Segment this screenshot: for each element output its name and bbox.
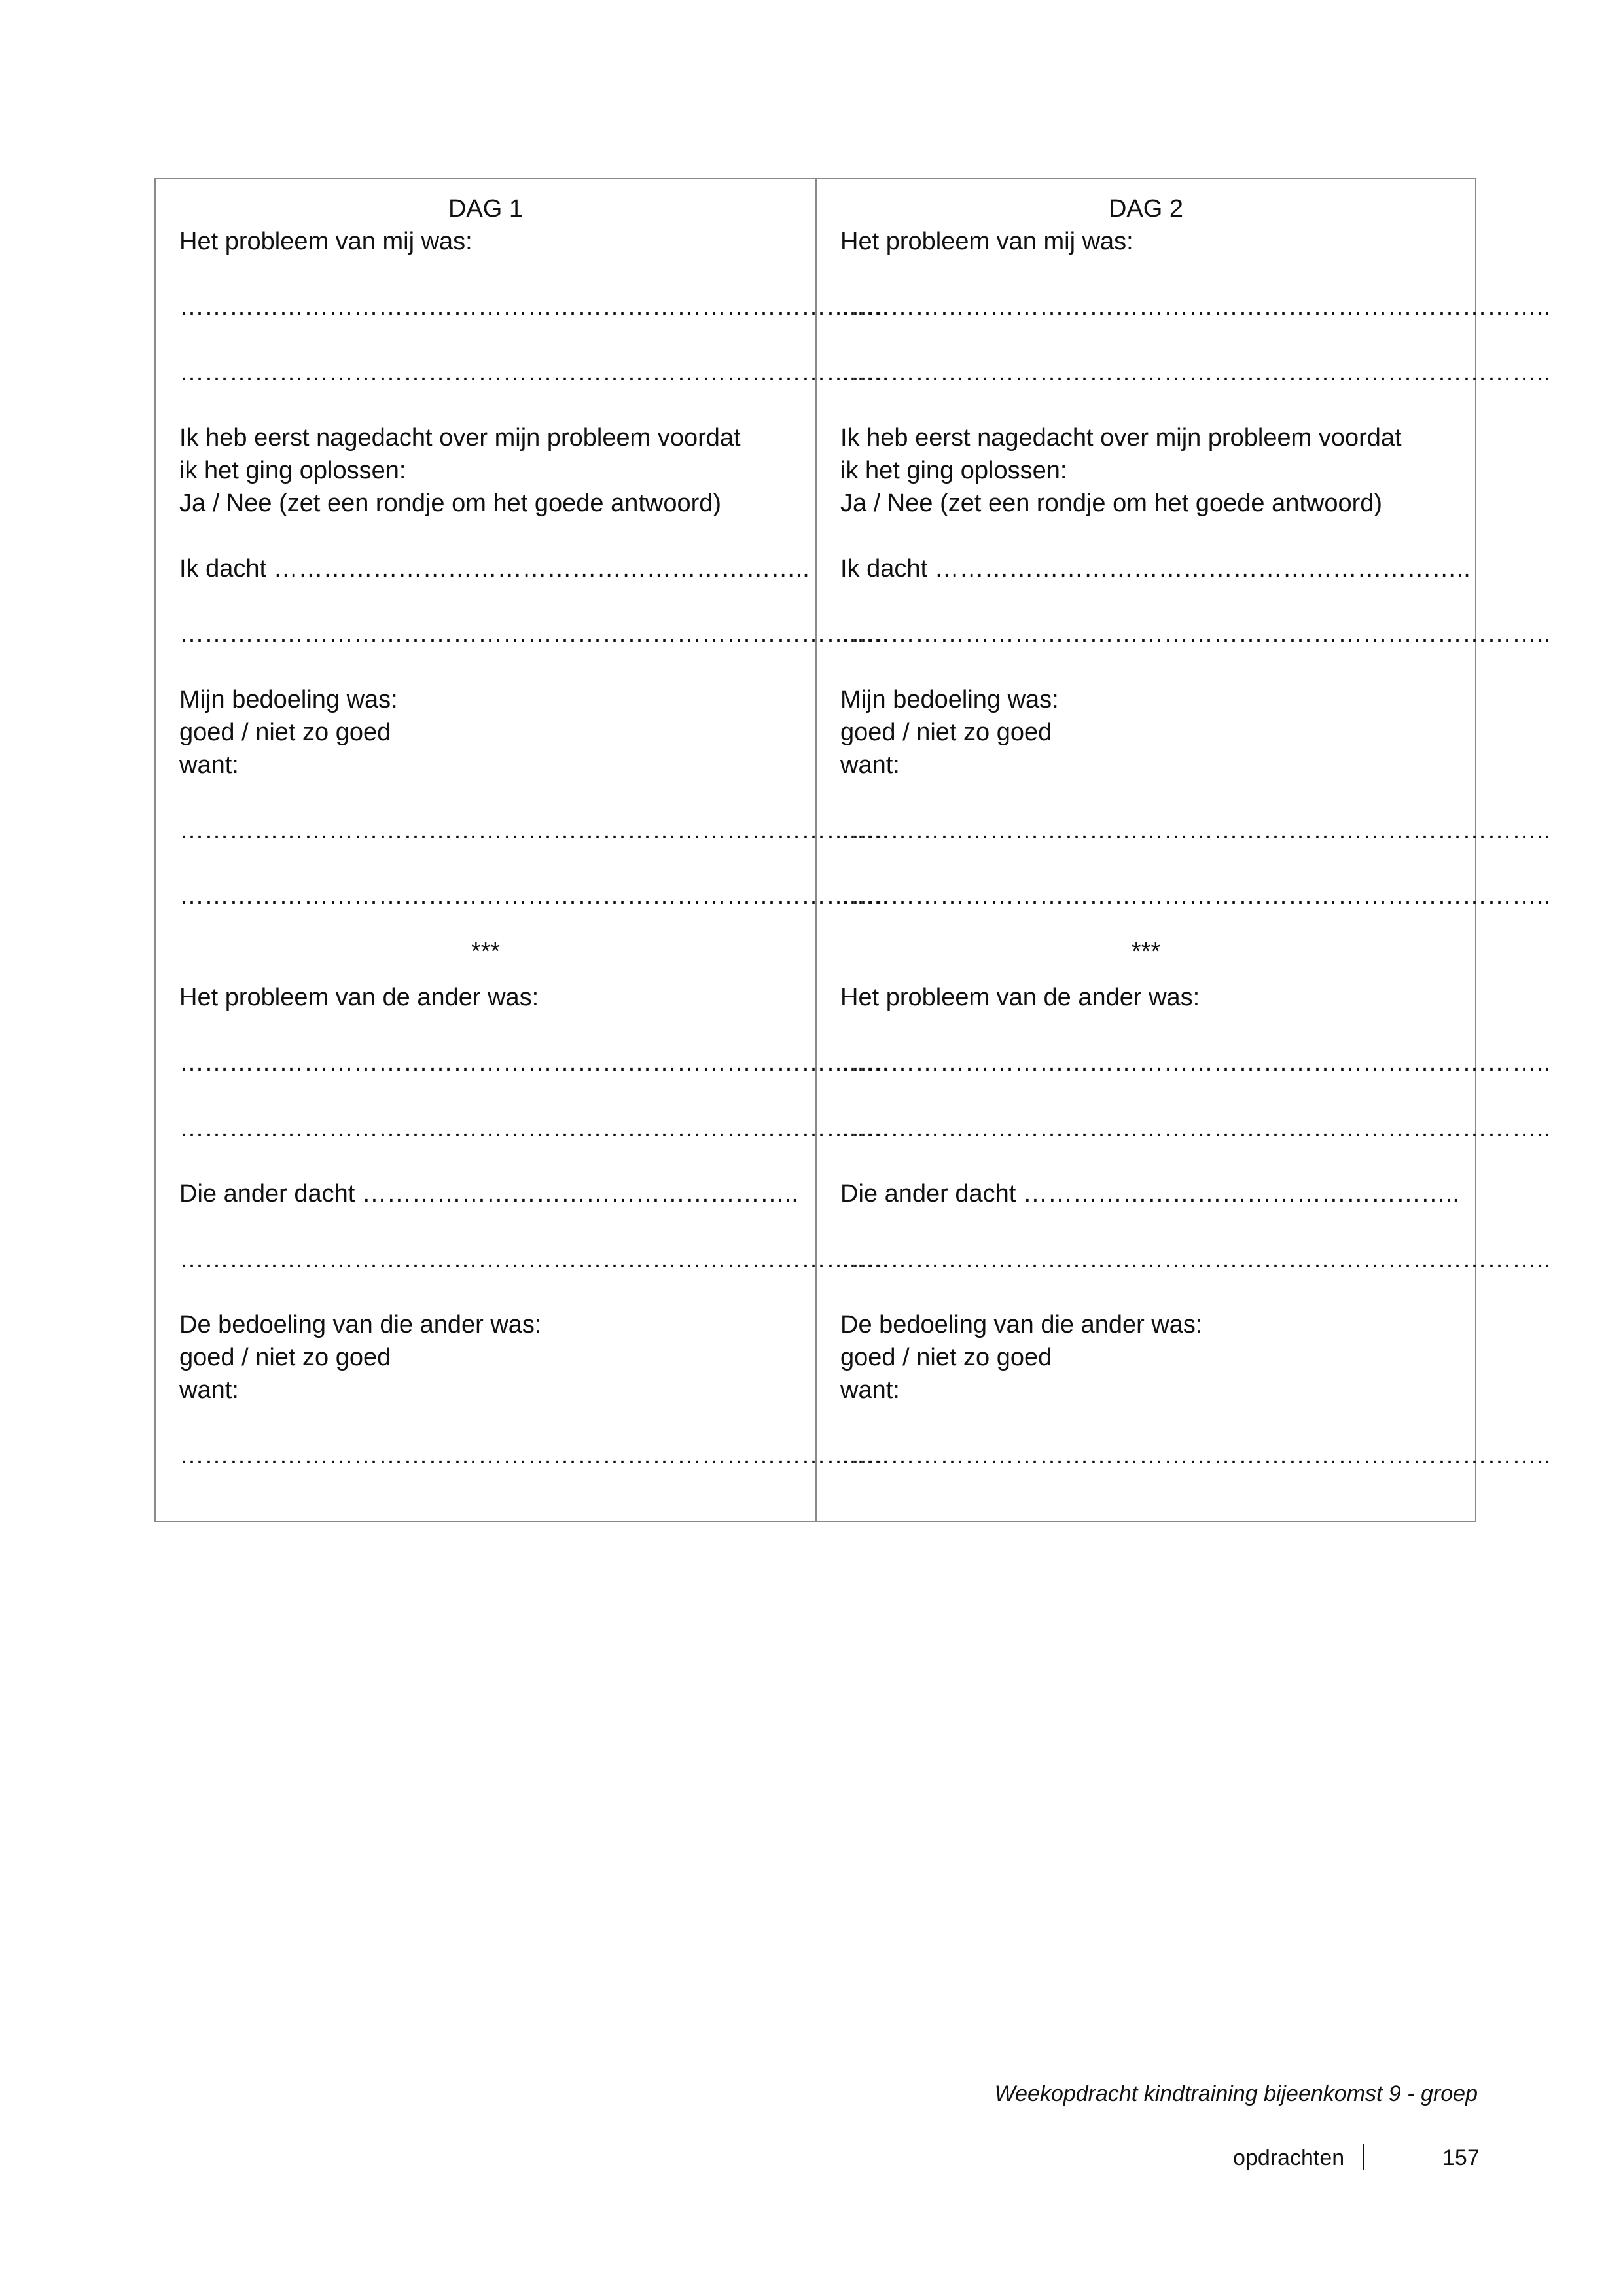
my-intention-label: Mijn bedoeling was: xyxy=(179,686,398,713)
answer-line[interactable]: ………………………………………………………………………….. xyxy=(179,817,890,844)
thought-first-question: Ik heb eerst nagedacht over mijn probleem voordat xyxy=(840,424,1402,452)
my-intention-label: Mijn bedoeling was: xyxy=(840,686,1059,713)
answer-line[interactable]: ………………………………………………………………………….. xyxy=(179,1115,890,1142)
answer-line[interactable]: ………………………………………………………………………….. xyxy=(840,1049,1551,1077)
answer-line[interactable]: ………………………………………………………………………….. xyxy=(840,882,1551,910)
answer-line[interactable]: ………………………………………………………………………….. xyxy=(840,1442,1551,1469)
answer-line[interactable]: ………………………………………………………………………….. xyxy=(179,293,890,321)
good-not-good-choice[interactable]: goed / niet zo goed xyxy=(179,719,391,746)
because-label: want: xyxy=(179,751,239,779)
section-separator: *** xyxy=(471,938,501,965)
thought-first-question-cont: ik het ging oplossen: xyxy=(840,457,1067,484)
answer-line[interactable]: ………………………………………………………………………….. xyxy=(179,882,890,910)
yes-no-choice[interactable]: Ja / Nee (zet een rondje om het goede antwoord) xyxy=(179,490,722,517)
thought-first-question-cont: ik het ging oplossen: xyxy=(179,457,406,484)
because-label: want: xyxy=(179,1376,239,1404)
yes-no-choice[interactable]: Ja / Nee (zet een rondje om het goede antwoord) xyxy=(840,490,1383,517)
other-intention-label: De bedoeling van die ander was: xyxy=(179,1311,542,1338)
good-not-good-choice[interactable]: goed / niet zo goed xyxy=(179,1344,391,1371)
answer-line[interactable]: ………………………………………………………………………….. xyxy=(840,359,1551,386)
good-not-good-choice[interactable]: goed / niet zo goed xyxy=(840,719,1052,746)
because-label: want: xyxy=(840,751,900,779)
thought-first-question: Ik heb eerst nagedacht over mijn probleem voordat xyxy=(179,424,741,452)
problem-other-label: Het probleem van de ander was: xyxy=(840,984,1200,1011)
because-label: want: xyxy=(840,1376,900,1404)
answer-line[interactable]: ………………………………………………………………………….. xyxy=(840,817,1551,844)
footer-separator xyxy=(1363,2144,1364,2170)
footer-section: opdrachten xyxy=(1233,2145,1345,2170)
problem-mine-label: Het probleem van mij was: xyxy=(179,228,473,255)
answer-line[interactable]: ………………………………………………………………………….. xyxy=(179,620,890,648)
worksheet-table xyxy=(154,178,1551,1522)
problem-mine-label: Het probleem van mij was: xyxy=(840,228,1133,255)
answer-line[interactable]: ………………………………………………………………………….. xyxy=(840,620,1551,648)
answer-line[interactable]: ………………………………………………………………………….. xyxy=(840,293,1551,321)
other-thought-line[interactable]: Die ander dacht …………………………………………….. xyxy=(840,1180,1459,1208)
answer-line[interactable]: ………………………………………………………………………….. xyxy=(179,359,890,386)
other-intention-label: De bedoeling van die ander was: xyxy=(840,1311,1203,1338)
answer-line[interactable]: ………………………………………………………………………….. xyxy=(840,1115,1551,1142)
answer-line[interactable]: ………………………………………………………………………….. xyxy=(840,1246,1551,1273)
section-separator: *** xyxy=(1131,938,1161,965)
other-thought-line[interactable]: Die ander dacht …………………………………………….. xyxy=(179,1180,798,1208)
problem-other-label: Het probleem van de ander was: xyxy=(179,984,539,1011)
day-heading: DAG 1 xyxy=(448,195,524,223)
i-thought-line[interactable]: Ik dacht ……………………………………………………….. xyxy=(840,555,1471,583)
footer-title: Weekopdracht kindtraining bijeenkomst 9 - groep xyxy=(994,2081,1478,2106)
day-1-column xyxy=(156,179,890,1521)
i-thought-line[interactable]: Ik dacht ……………………………………………………….. xyxy=(179,555,810,583)
answer-line[interactable]: ………………………………………………………………………….. xyxy=(179,1246,890,1273)
day-2-column xyxy=(815,179,1551,1521)
day-heading: DAG 2 xyxy=(1108,195,1184,223)
answer-line[interactable]: ………………………………………………………………………….. xyxy=(179,1049,890,1077)
page-number: 157 xyxy=(1442,2145,1480,2170)
good-not-good-choice[interactable]: goed / niet zo goed xyxy=(840,1344,1052,1371)
answer-line[interactable]: ………………………………………………………………………….. xyxy=(179,1442,890,1469)
